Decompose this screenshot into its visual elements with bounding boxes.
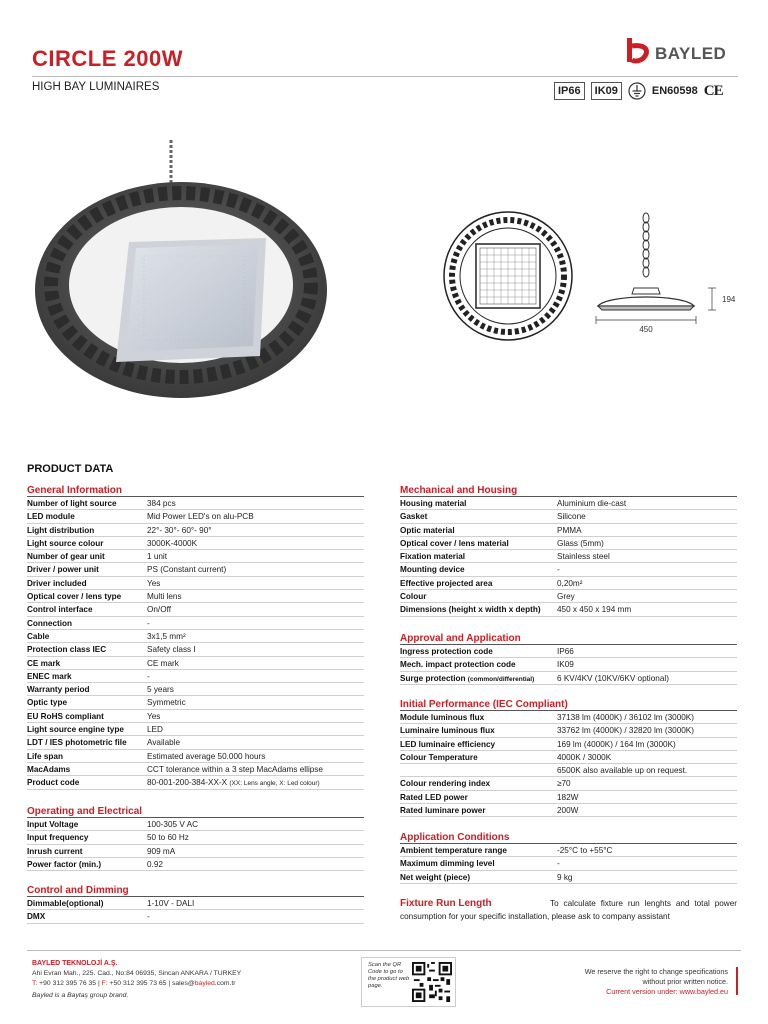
table-row [400,577,737,590]
fixture-run-length-title: Fixture Run Length [400,898,492,909]
row-value: 182W [557,792,579,802]
table-row [27,858,364,871]
product-code-note: (XX: Lens angle, X: Led colour) [229,780,320,788]
table-row [27,563,364,576]
control-dimming-section [27,884,364,924]
height-dimension-label: 194 [722,295,736,304]
row-label: Mech. impact protection code [400,660,516,670]
row-label: Luminaire luminous flux [400,726,495,736]
bayled-logo-icon [623,36,653,66]
row-value: 0,20m² [557,578,583,588]
row-value: CE mark [147,658,179,668]
row-label: Light distribution [27,525,95,535]
table-row [27,577,364,590]
row-value: 50 to 60 Hz [147,833,189,843]
row-label: Optic material [400,525,455,535]
product-title: CIRCLE 200W [32,46,183,71]
table-row [27,736,364,749]
table-row [27,657,364,670]
mechanical-housing-title: Mechanical and Housing [400,484,737,497]
row-value: Symmetric [147,698,186,708]
row-label: Warranty period [27,685,90,695]
row-value: - [147,912,150,922]
table-row [400,857,737,870]
row-label: LED module [27,512,75,522]
initial-performance-title: Initial Performance (IEC Compliant) [400,698,737,711]
table-row [400,603,737,616]
application-conditions-section [400,831,737,884]
table-row [400,550,737,563]
table-row [27,763,364,776]
surge-protection-note: (common/differential) [467,675,535,683]
earth-ground-icon [628,82,646,100]
row-value: PS (Constant current) [147,565,227,575]
qr-code-box [361,957,456,1007]
row-label: Colour [400,592,427,602]
row-value: 100-305 V AC [147,820,198,829]
row-label: Number of gear unit [27,552,105,562]
table-row [400,711,737,724]
row-value: 5 years [147,685,174,695]
row-label: Optical cover / lens type [27,592,122,602]
row-label: CE mark [27,658,61,668]
row-label: Fixation material [400,552,466,562]
table-row [27,710,364,723]
table-row [400,804,737,817]
row-value: Silicone [557,512,586,522]
current-version-link[interactable]: Current version under: www.bayled.eu [606,987,728,996]
operating-electrical-title: Operating and Electrical [27,805,364,818]
general-information-rows [27,497,364,776]
table-row [400,510,737,523]
table-row [400,751,737,764]
initial-performance-rows [400,711,737,764]
control-dimming-rows [27,897,364,924]
width-dimension-label: 450 [639,325,653,334]
surge-protection-value: 6 KV/4KV (10KV/6KV optional) [557,673,669,683]
row-value: 33762 lm (4000K) / 32820 lm (3000K) [557,726,694,736]
product-subtitle: HIGH BAY LUMINAIRES [32,81,160,93]
row-value: Safety class I [147,645,196,655]
row-value: Yes [147,578,161,588]
table-row [400,497,737,510]
footer-accent-bar [736,967,738,995]
table-row [400,590,737,603]
table-row [27,510,364,523]
table-row [400,645,737,658]
row-value: 22°- 30°- 60°- 90° [147,525,212,535]
table-row [400,563,737,576]
product-code-label: Product code [27,778,80,788]
initial-performance-rows-2 [400,777,737,817]
fixture-run-length-text: To calculate fixture run lenghts and total power consumption for your specific installation, please ask to company assistant [400,899,737,921]
table-row [27,617,364,630]
row-label: LDT / IES photometric file [27,738,127,748]
footer-divider [27,950,741,951]
row-value: PMMA [557,525,582,535]
approval-application-section [400,632,737,685]
company-address: Ahi Evran Mah., 225. Cad., No:84 06935, Sincan ANKARA / TURKEY [32,970,242,977]
row-label: ENEC mark [27,671,72,681]
row-label: Colour Temperature [400,752,478,762]
phone-label: T: [32,980,38,987]
row-value: -25°C to +55°C [557,846,613,855]
row-value: - [147,618,150,628]
row-label: Effective projected area [400,578,493,588]
top-view-drawing [442,210,574,342]
application-conditions-rows [400,844,737,884]
table-row [27,831,364,844]
row-label: Driver / power unit [27,565,99,575]
row-label: Dimmable(optional) [27,899,104,908]
table-row [27,550,364,563]
email-brand: bayled [194,980,215,987]
row-label: Optical cover / lens material [400,538,509,548]
table-row [27,603,364,616]
row-label: Inrush current [27,846,83,856]
fixture-run-length-section [400,897,737,923]
row-value: 200W [557,806,579,816]
row-value: 4000K / 3000K [557,752,612,762]
row-label: Light source colour [27,538,104,548]
company-name: BAYLED TEKNOLOJİ A.Ş. [32,960,118,967]
row-label: DMX [27,912,46,922]
row-label: Protection class IEC [27,645,107,655]
row-label: Ingress protection code [400,647,493,656]
row-value: - [557,859,560,869]
initial-performance-section [400,698,737,817]
table-row [400,738,737,751]
certification-badges [554,81,723,101]
phone-number: +90 312 395 76 35 | [37,980,102,987]
table-row [27,537,364,550]
approval-application-title: Approval and Application [400,632,737,645]
row-value: IP66 [557,647,574,656]
table-row [27,630,364,643]
row-label: Power factor (min.) [27,859,102,869]
table-row [400,537,737,550]
table-row [400,777,737,790]
qr-code-icon[interactable] [412,962,452,1002]
row-value: Grey [557,592,575,602]
row-label: Life span [27,751,63,761]
row-value: - [147,671,150,681]
row-value: 909 mA [147,846,176,856]
brand-name: BAYLED [655,44,727,63]
product-code-value: 80-001-200-384-XX-X [147,778,228,788]
table-row [27,750,364,763]
row-label: Cable [27,631,50,641]
row-value: 1 unit [147,552,168,562]
operating-electrical-rows [27,818,364,871]
table-row [27,723,364,736]
ik-rating-badge: IK09 [591,82,622,100]
row-value: ≥70 [557,779,571,789]
row-label: Rated LED power [400,792,468,802]
table-row [27,497,364,510]
row-value: Estimated average 50.000 hours [147,751,266,761]
row-value: 37138 lm (4000K) / 36102 lm (3000K) [557,713,694,722]
ce-mark: CE [703,82,723,99]
side-view-drawing [588,210,746,338]
header-divider [32,76,738,77]
row-value: On/Off [147,605,171,615]
row-value: Available [147,738,181,748]
en-standard-label: EN60598 [651,85,698,97]
fax-label: F: [101,980,108,987]
row-label: Input Voltage [27,820,79,829]
row-value: Stainless steel [557,552,610,562]
control-dimming-title: Control and Dimming [27,884,364,897]
row-label: Control interface [27,605,93,615]
qr-instructions: Scan the QR Code to go to the product web page. [368,962,410,989]
row-value: - [557,565,560,575]
row-value: 384 pcs [147,499,176,508]
mechanical-housing-section [400,484,737,617]
row-label: Rated luminare power [400,806,486,816]
row-label: Housing material [400,499,467,508]
row-label: EU RoHS compliant [27,711,104,721]
company-contact [32,980,236,987]
table-row [400,844,737,857]
product-data-heading: PRODUCT DATA [27,463,114,475]
operating-electrical-section [27,805,364,871]
row-value: 3000K-4000K [147,538,198,548]
mechanical-housing-rows [400,497,737,617]
email-domain: .com.tr [214,980,236,987]
table-row [27,696,364,709]
table-row [27,897,364,910]
table-row [27,683,364,696]
legal-notice [585,967,728,997]
row-label: Connection [27,618,73,628]
row-label: Module luminous flux [400,713,485,722]
row-value: 1-10V - DALI [147,899,195,908]
table-row [27,524,364,537]
row-label: Net weight (piece) [400,872,471,882]
row-value: 0.92 [147,859,163,869]
general-information-title: General Information [27,484,364,497]
general-information-section [27,484,364,790]
row-label: Driver included [27,578,87,588]
row-value: LED [147,725,163,735]
table-row [27,670,364,683]
surge-protection-label: Surge protection [400,673,466,683]
colour-temperature-note: 6500K also available up on request. [400,764,737,777]
table-row [400,724,737,737]
row-value: IK09 [557,660,574,670]
table-row [400,524,737,537]
row-value: 9 kg [557,872,573,882]
ip-rating-badge: IP66 [554,82,585,100]
row-label: MacAdams [27,764,71,774]
table-row [27,818,364,831]
row-label: Ambient temperature range [400,846,507,855]
approval-application-rows [400,645,737,672]
row-label: Gasket [400,512,428,522]
row-label: Number of light source [27,499,117,508]
table-row [400,658,737,671]
table-row [27,845,364,858]
row-value: Multi lens [147,592,182,602]
table-row [400,791,737,804]
row-label: Light source engine type [27,725,124,735]
fax-number: +50 312 395 73 65 | sales@ [107,980,195,987]
row-label: LED luminaire efficiency [400,739,496,749]
table-row [400,871,737,884]
row-value: 450 x 450 x 194 mm [557,605,632,615]
row-value: 3x1,5 mm² [147,631,186,641]
row-label: Dimensions (height x width x depth) [400,605,541,615]
table-row [27,776,364,789]
row-value: CCT tolerance within a 3 step MacAdams ellipse [147,764,323,774]
row-label: Input frequency [27,833,89,843]
rights-line-2: without prior written notice. [642,977,728,986]
row-label: Optic type [27,698,68,708]
product-photo [34,140,338,400]
row-value: Mid Power LED's on alu-PCB [147,512,254,522]
row-label: Maximum dimming level [400,859,495,869]
table-row [27,910,364,923]
row-value: Glass (5mm) [557,538,604,548]
row-label: Colour rendering index [400,779,491,789]
row-value: Yes [147,711,161,721]
table-row [27,590,364,603]
row-value: 169 lm (4000K) / 164 lm (3000K) [557,739,676,749]
row-value: Aluminium die-cast [557,499,627,508]
rights-line-1: We reserve the right to change specifications [584,967,728,976]
table-row [27,643,364,656]
application-conditions-title: Application Conditions [400,831,737,844]
table-row [400,672,737,685]
brand-note: Bayled is a Baytaş group brand. [32,992,129,999]
brand-logo [623,36,743,66]
row-label: Mounting device [400,565,465,575]
